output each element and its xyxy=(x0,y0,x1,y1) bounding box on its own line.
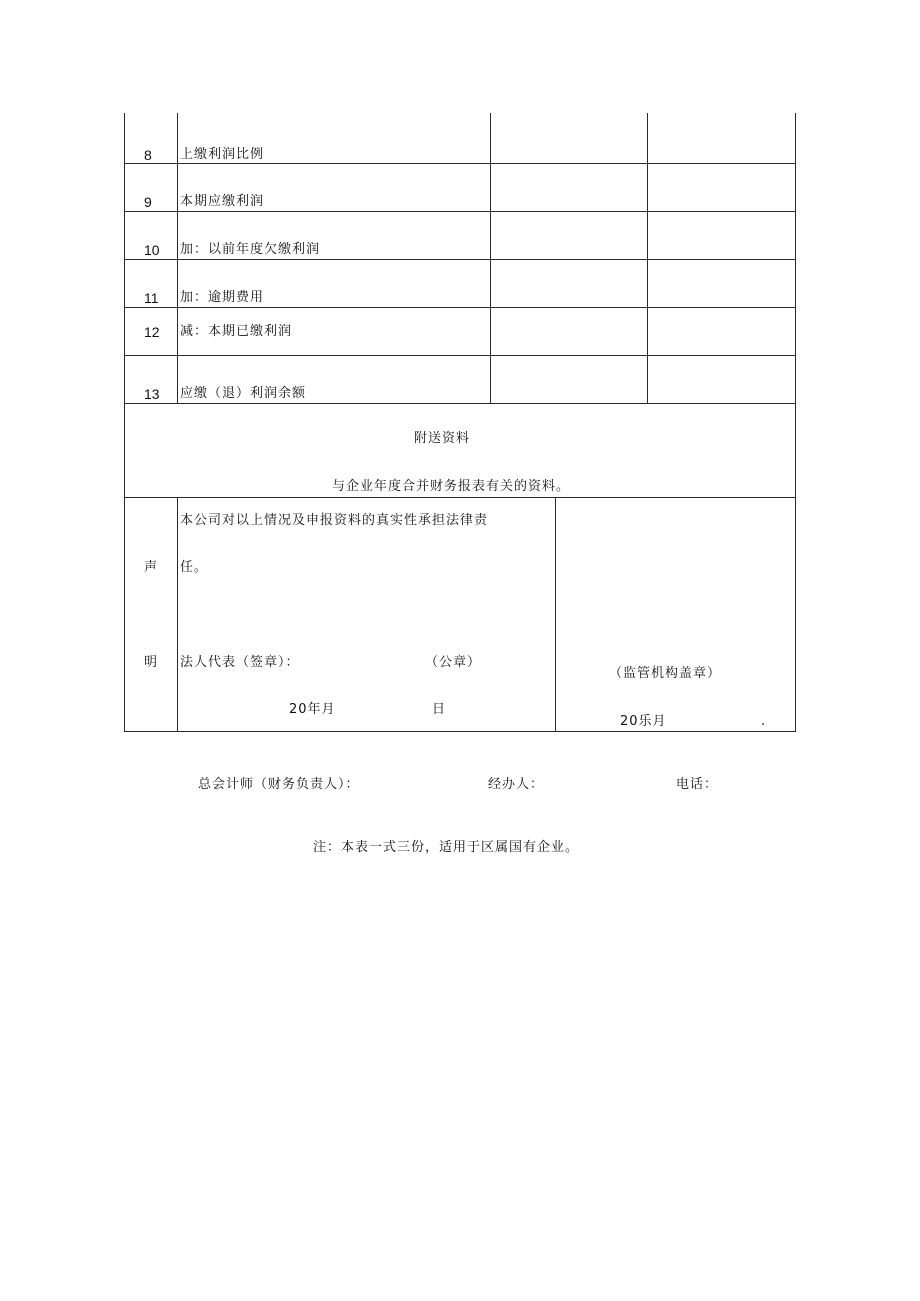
row-number: 8 xyxy=(144,147,152,163)
legal-representative-signature: 法人代表（签章）： xyxy=(180,655,300,670)
declaration-label-bottom: 明 xyxy=(144,655,159,670)
row-number: 10 xyxy=(144,242,160,258)
company-seal-label: （公章） xyxy=(425,655,482,670)
declaration-label-divider xyxy=(177,497,178,732)
form-note: 注：本表一式三份，适用于区属国有企业。 xyxy=(313,840,580,855)
chief-accountant-label: 总会计师（财务负责人）： xyxy=(198,777,360,792)
handler-label: 经办人： xyxy=(488,777,545,792)
row-label: 上缴利润比例 xyxy=(180,147,265,162)
row-label: 应缴（退）利润余额 xyxy=(180,386,307,401)
phone-label: 电话： xyxy=(676,777,719,792)
declaration-statement-line1: 本公司对以上情况及申报资料的真实性承担法律责 xyxy=(180,513,489,528)
row-number: 11 xyxy=(144,290,159,306)
row-number: 9 xyxy=(144,194,152,210)
declaration-label-top: 声 xyxy=(144,560,159,575)
declaration-date-year-month: 20年月 xyxy=(289,702,336,717)
row-label: 本期应缴利润 xyxy=(180,194,265,209)
declaration-statement-line2: 任。 xyxy=(180,560,209,575)
table-border-right xyxy=(795,113,796,732)
declaration-seal-divider xyxy=(555,497,556,732)
table-border-bottom xyxy=(124,731,796,732)
table-border-left xyxy=(124,113,125,732)
row-line xyxy=(124,355,796,356)
declaration-date-day: 日 xyxy=(432,702,447,717)
row-number: 12 xyxy=(144,324,160,340)
row-line xyxy=(124,403,796,404)
row-line xyxy=(124,307,796,308)
col-divider-item xyxy=(490,113,491,403)
supervisor-seal-label: （监管机构盖章） xyxy=(609,666,722,681)
col-divider-value xyxy=(647,113,648,403)
row-number: 13 xyxy=(144,386,160,402)
col-divider-number xyxy=(177,113,178,403)
supervisor-date-end: . xyxy=(761,714,767,729)
row-label: 减：本期已缴利润 xyxy=(180,324,293,339)
row-line xyxy=(124,259,796,260)
row-label: 加：逾期费用 xyxy=(180,290,265,305)
supervisor-date: 20乐月 xyxy=(620,714,667,729)
row-line xyxy=(124,497,796,498)
row-label: 加：以前年度欠缴利润 xyxy=(180,242,321,257)
row-line xyxy=(124,163,796,164)
attachments-title: 附送资料 xyxy=(414,431,471,446)
attachments-text: 与企业年度合并财务报表有关的资料。 xyxy=(332,479,571,494)
row-line xyxy=(124,211,796,212)
